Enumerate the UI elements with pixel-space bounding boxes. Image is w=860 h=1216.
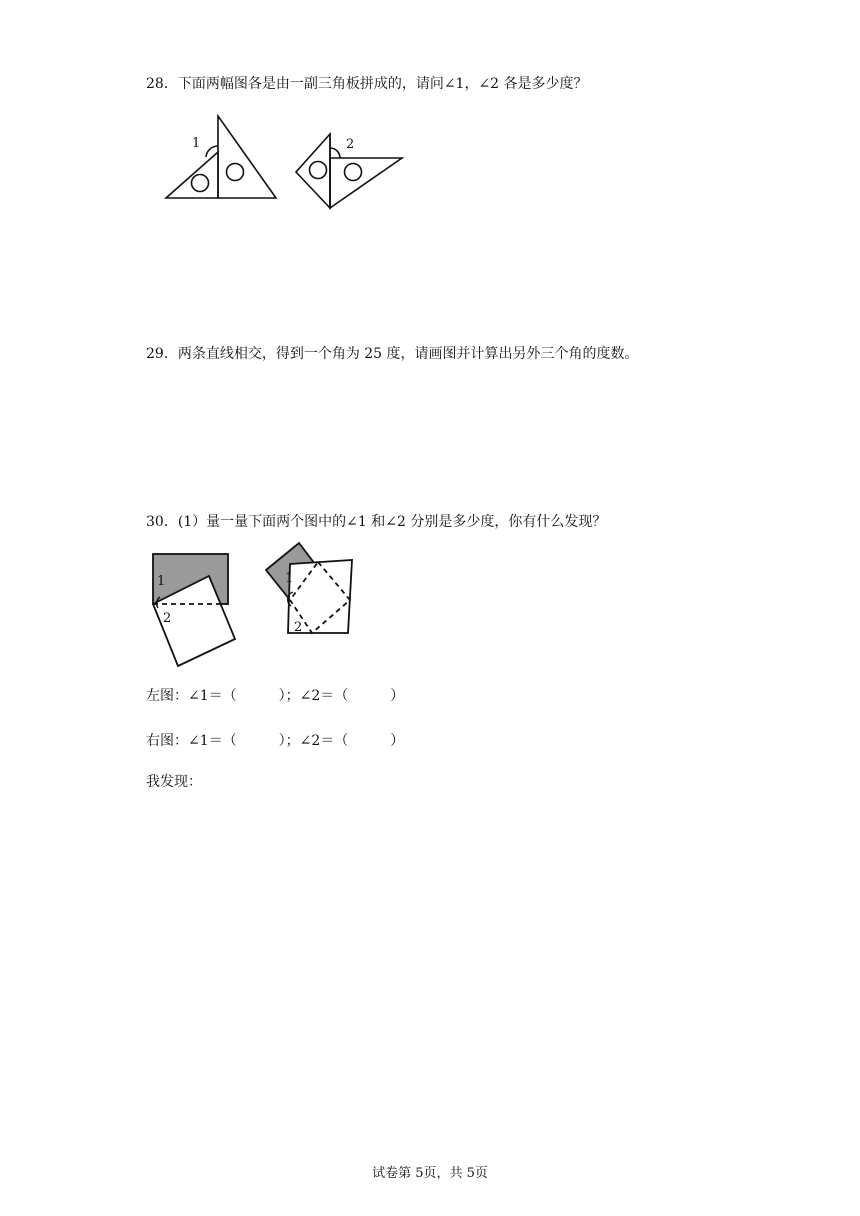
question-29-text: 29．两条直线相交，得到一个角为 25 度，请画图并计算出另外三个角的度数。 [146,346,639,362]
angle-label-2: 2 [346,137,355,152]
discovery-label: 我发现： [146,774,202,790]
angle-arc-1 [206,146,218,157]
triangle-right-left [296,134,330,208]
triangle-left-small [166,152,218,198]
question-28-text: 28．下面两幅图各是由一副三角板拼成的，请问∠1，∠2 各是多少度？ [146,76,588,92]
triangle-right-right [330,158,402,208]
answer-line-right: 右图：∠1＝（ ）；∠2＝（ ） [146,733,405,749]
angle-label-1: 1 [192,136,201,151]
right-rectangle-figure [266,543,352,633]
question-30-text: 30．(1）量一量下面两个图中的∠1 和∠2 分别是多少度，你有什么发现？ [146,514,607,530]
right-angle-label-2: 2 [294,620,303,635]
page-footer: 试卷第 5页，共 5页 [372,1166,488,1181]
left-angle-label-1: 1 [157,574,166,589]
angle-arc-2 [330,148,340,158]
right-angle-label-1: 1 [285,571,294,586]
question-28-figure [160,110,410,215]
circle-left-b [227,164,244,181]
circle-right-a [310,162,327,179]
left-angle-label-2: 2 [163,611,172,626]
circle-right-b [345,164,362,181]
left-rectangle-figure [153,554,235,666]
triangle-left-tall [218,116,276,198]
triangle-set-left [166,116,276,198]
question-30-figure [145,540,365,672]
answer-line-left: 左图：∠1＝（ ）；∠2＝（ ） [146,688,405,704]
circle-left-a [192,175,209,192]
